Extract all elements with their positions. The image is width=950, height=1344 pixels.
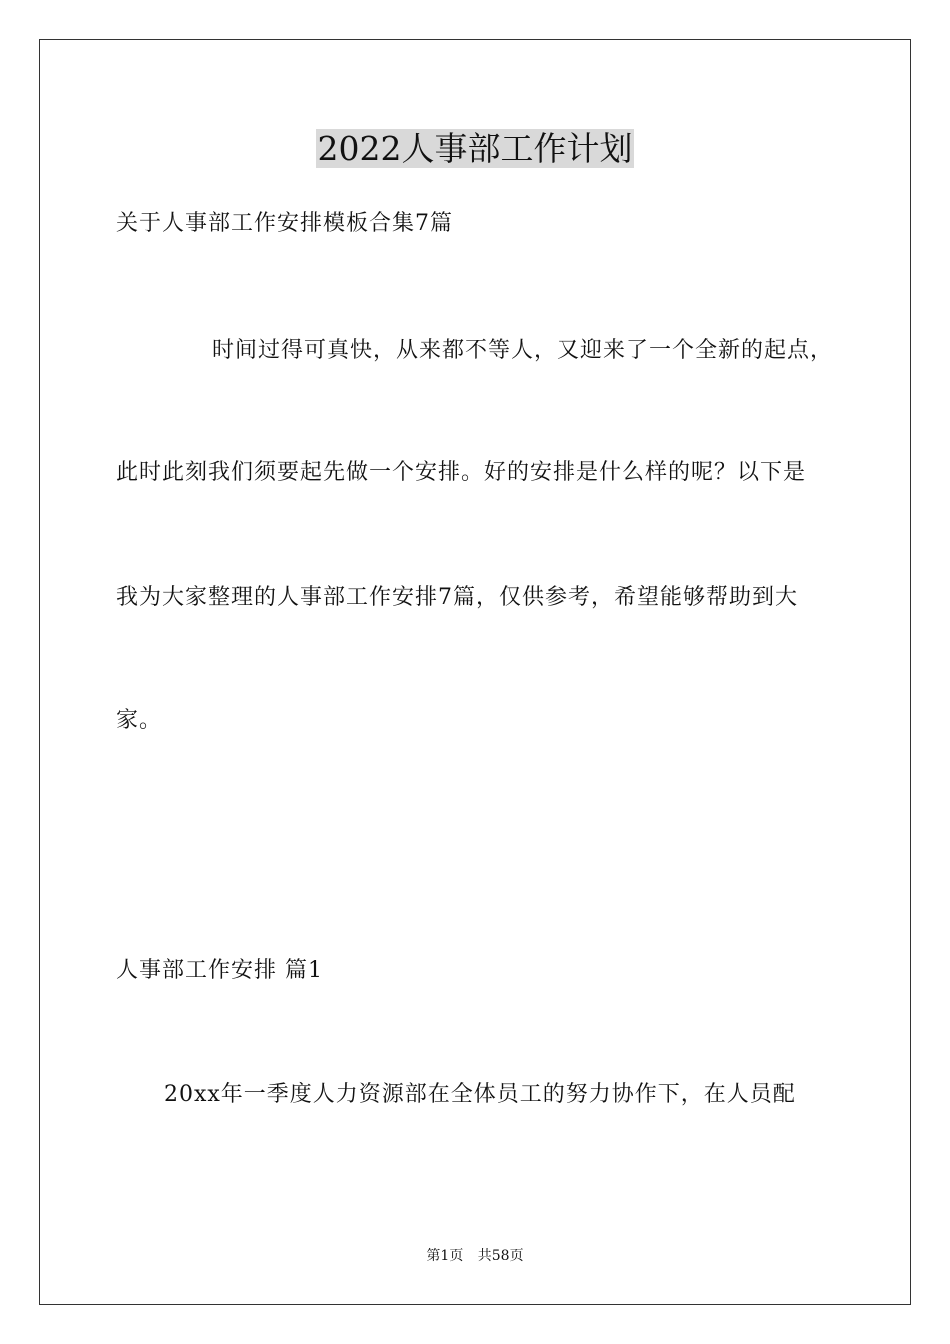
intro-paragraph-line: 家。 xyxy=(116,708,163,733)
section-heading: 人事部工作安排 篇1 xyxy=(116,958,323,983)
intro-paragraph-line: 时间过得可真快，从来都不等人，又迎来了一个全新的起点， xyxy=(212,338,834,363)
document-subtitle: 关于人事部工作安排模板合集7篇 xyxy=(116,211,453,236)
section-paragraph-line: 20xx年一季度人力资源部在全体员工的努力协作下，在人员配 xyxy=(164,1082,796,1107)
document-title xyxy=(0,127,950,171)
intro-paragraph-line: 我为大家整理的人事部工作安排7篇，仅供参考，希望能够帮助到大 xyxy=(116,585,798,610)
page-number-footer: 第1页 共58页 xyxy=(426,1248,524,1264)
intro-paragraph-line: 此时此刻我们须要起先做一个安排。好的安排是什么样的呢？以下是 xyxy=(116,460,807,485)
document-title-text: 2022人事部工作计划 xyxy=(317,129,633,168)
